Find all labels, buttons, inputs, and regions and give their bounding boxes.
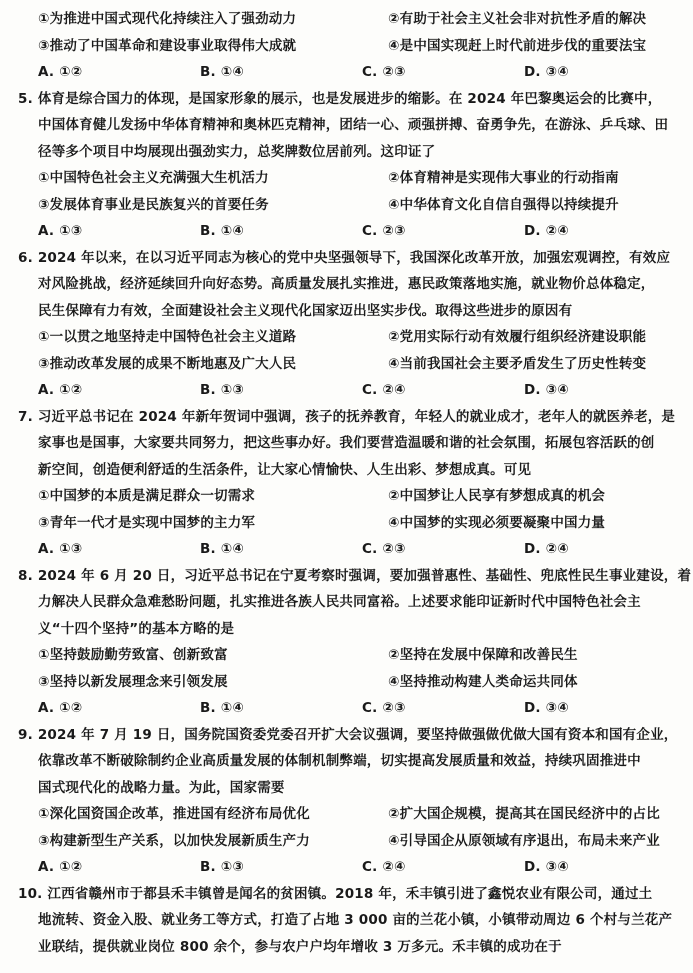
choice-a: A. ①② — [38, 382, 83, 398]
option-4: ④中国梦的实现必须要凝聚中国力量 — [388, 514, 606, 531]
choices-row — [18, 695, 693, 722]
choice-d: D. ③④ — [524, 382, 569, 398]
question-8 — [18, 563, 693, 722]
choice-b: B. ①③ — [200, 859, 244, 875]
question-stem: 5. 体育是综合国力的体现，是国家形象的展示，也是发展进步的缩影。在 2024 年巴黎奥运会的比赛中， — [18, 90, 662, 107]
question-stem: 对风险挑战，经济延续回升向好态势。高质量发展扎实推进，惠民政策落地实施，就业物价总体稳定， — [38, 276, 655, 292]
choice-a: A. ①③ — [38, 223, 83, 239]
option-2: ②党用实际行动有效履行组织经济建设职能 — [388, 329, 647, 345]
question-4-options — [18, 6, 693, 86]
question-7 — [18, 404, 693, 563]
options-row — [18, 801, 693, 828]
option-1: ①为推进中国式现代化持续注入了强劲动力 — [38, 11, 297, 27]
question-stem: 9. 2024 年 7 月 19 日，国务院国资委党委召开扩大会议强调，要坚持做强做优做大国有资本和国有企业， — [18, 726, 678, 743]
question-stem: 径等多个项目中均展现出强劲实力，总奖牌数位居前列。这印证了 — [38, 143, 436, 160]
choice-a: A. ①③ — [38, 541, 83, 557]
choices-row — [18, 218, 693, 245]
choice-b: B. ①④ — [200, 223, 244, 239]
options-row — [18, 192, 693, 219]
option-3: ③发展体育事业是民族复兴的首要任务 — [38, 196, 269, 213]
question-stem: 义“十四个坚持”的基本方略的是 — [38, 620, 235, 637]
question-stem: 力解决人民群众急难愁盼问题，扎实推进各族人民共同富裕。上述要求能印证新时代中国特色社会主 — [38, 594, 641, 610]
option-3: ③推动了中国革命和建设事业取得伟大成就 — [38, 37, 297, 54]
options-row — [18, 351, 693, 378]
choice-a: A. ①② — [38, 859, 83, 875]
question-9 — [18, 722, 693, 881]
question-stem: 中国体育健儿发扬中华体育精神和奥林匹克精神，团结一心、顽强拼搏、奋勇争先，在游泳、乒乓球、田 — [38, 117, 669, 133]
choices-row — [18, 536, 693, 563]
choices-row — [18, 377, 693, 404]
option-4: ④中华体育文化自信自强得以持续提升 — [388, 196, 619, 213]
option-3: ③坚持以新发展理念来引领发展 — [38, 673, 228, 690]
question-stem: 6. 2024 年以来，在以习近平同志为核心的党中央坚强领导下，我国深化改革开放，加强宏观调控，有效应 — [18, 249, 671, 266]
question-stem: 民生保障有力有效，全面建设社会主义现代化国家迈出坚实步伐。取得这些进步的原因有 — [38, 302, 573, 319]
option-3: ③构建新型生产关系，以加快发展新质生产力 — [38, 832, 310, 849]
options-row — [18, 642, 693, 669]
option-1: ①中国梦的本质是满足群众一切需求 — [38, 488, 256, 504]
options-row — [18, 669, 693, 696]
option-1: ①中国特色社会主义充满强大生机活力 — [38, 170, 269, 186]
option-1: ①深化国资国企改革，推进国有经济布局优化 — [38, 806, 310, 822]
choice-c: C. ②③ — [362, 541, 406, 557]
question-stem: 国式现代化的战略力量。为此，国家需要 — [38, 779, 285, 796]
question-5 — [18, 86, 693, 245]
choice-a: A. ①② — [38, 700, 83, 716]
question-6 — [18, 245, 693, 404]
question-stem: 新空间，创造便利舒适的生活条件，让大家心情愉快、人生出彩、梦想成真。可见 — [38, 461, 532, 478]
option-4: ④是中国实现赶上时代前进步伐的重要法宝 — [388, 37, 647, 54]
choices-row — [18, 59, 693, 86]
question-stem: 7. 习近平总书记在 2024 年新年贺词中强调，孩子的抚养教育，年轻人的就业成才，老年人的就医养老，是 — [18, 408, 676, 425]
option-1: ①坚持鼓励勤劳致富、创新致富 — [38, 647, 228, 663]
question-stem: 家事也是国事，大家要共同努力，把这些事办好。我们要营造温暖和谐的社会氛围，拓展包容活跃的创 — [38, 435, 655, 451]
option-4: ④坚持推动构建人类命运共同体 — [388, 673, 578, 690]
choice-d: D. ②④ — [524, 541, 569, 557]
choice-b: B. ①④ — [200, 700, 244, 716]
option-2: ②坚持在发展中保障和改善民生 — [388, 647, 578, 663]
choice-c: C. ②④ — [362, 859, 406, 875]
choice-c: C. ②④ — [362, 382, 406, 398]
option-3: ③推动改革发展的成果不断地惠及广大人民 — [38, 355, 297, 372]
question-stem: 10. 江西省赣州市于都县禾丰镇曾是闻名的贫困镇。2018 年，禾丰镇引进了鑫悦农业有限公司，通过土 — [18, 885, 653, 902]
choice-b: B. ①④ — [200, 541, 244, 557]
option-4: ④引导国企从原领域有序退出，布局未来产业 — [388, 832, 660, 849]
options-row — [18, 33, 693, 60]
question-stem: 地流转、资金入股、就业务工等方式，打造了占地 3 000 亩的兰花小镇，小镇带动周边 6 个村与兰花产 — [38, 912, 673, 928]
choice-b: B. ①④ — [200, 64, 244, 80]
choice-d: D. ②④ — [524, 223, 569, 239]
choice-d: D. ③④ — [524, 64, 569, 80]
option-2: ②体育精神是实现伟大事业的行动指南 — [388, 170, 619, 186]
options-row — [18, 165, 693, 192]
option-2: ②中国梦让人民享有梦想成真的机会 — [388, 488, 606, 504]
options-row — [18, 324, 693, 351]
choice-d: D. ③④ — [524, 859, 569, 875]
option-3: ③青年一代才是实现中国梦的主力军 — [38, 514, 256, 531]
option-1: ①一以贯之地坚持走中国特色社会主义道路 — [38, 329, 297, 345]
choice-c: C. ②③ — [362, 700, 406, 716]
options-row — [18, 483, 693, 510]
question-10 — [18, 881, 693, 961]
choices-row — [18, 854, 693, 881]
options-row — [18, 828, 693, 855]
question-stem: 业联结，提供就业岗位 800 余个，参与农户户均年增收 3 万多元。禾丰镇的成功在于 — [38, 938, 562, 955]
choice-d: D. ③④ — [524, 700, 569, 716]
choice-c: C. ②③ — [362, 223, 406, 239]
options-row — [18, 510, 693, 537]
question-stem: 依靠改革不断破除制约企业高质量发展的体制机制弊端，切实提高发展质量和效益，持续巩固推进中 — [38, 753, 641, 769]
choice-c: C. ②③ — [362, 64, 406, 80]
choice-a: A. ①② — [38, 64, 83, 80]
options-row — [18, 6, 693, 33]
option-4: ④当前我国社会主要矛盾发生了历史性转变 — [388, 355, 647, 372]
option-2: ②扩大国企规模，提高其在国民经济中的占比 — [388, 806, 660, 822]
choice-b: B. ①③ — [200, 382, 244, 398]
option-2: ②有助于社会主义社会非对抗性矛盾的解决 — [388, 11, 647, 27]
question-stem: 8. 2024 年 6 月 20 日，习近平总书记在宁夏考察时强调，要加强普惠性、基础性、兜底性民生事业建设，着 — [18, 567, 692, 584]
